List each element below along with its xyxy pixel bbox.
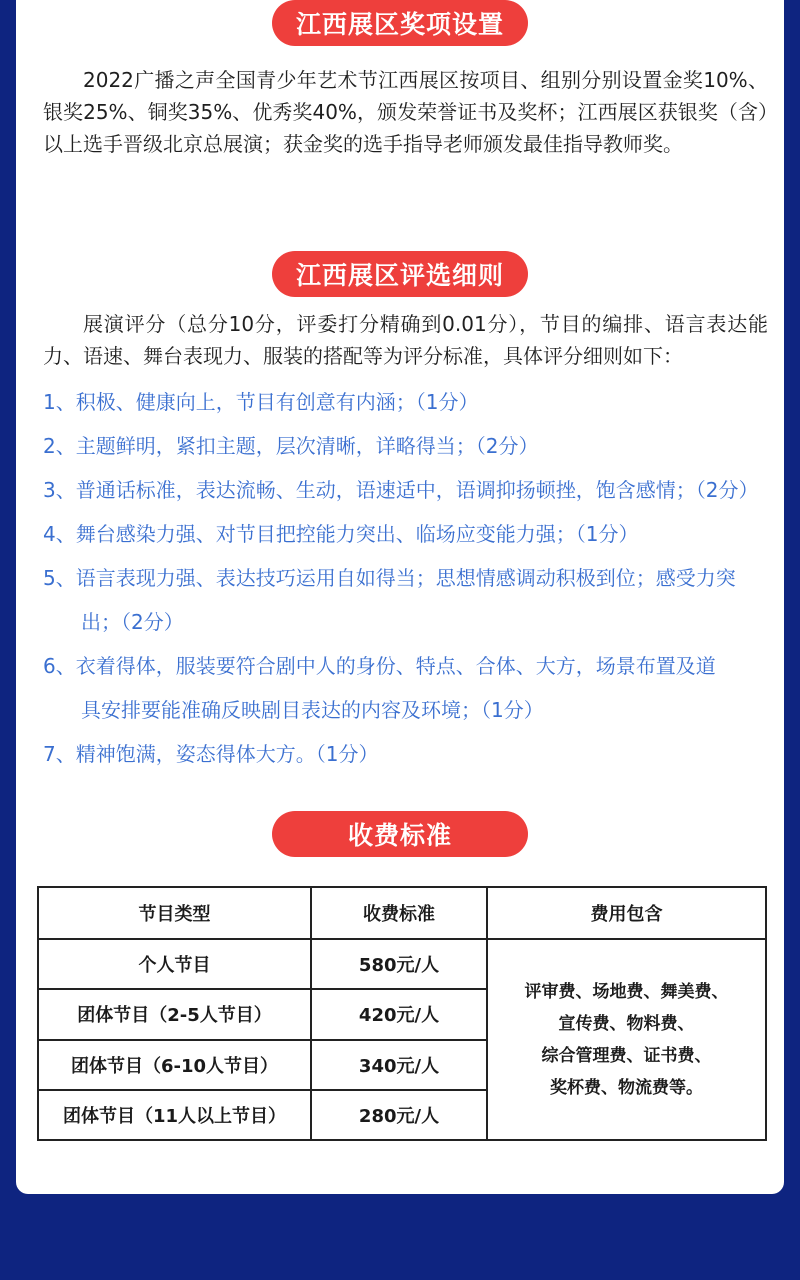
fee-includes-line: 宣传费、物料费、 [558,1013,695,1034]
program-type: 个人节目 [38,939,311,989]
rule-item-5 [43,564,793,637]
rules-section-title: 江西展区评选细则 [272,251,528,297]
rule-item-7: 7、精神饱满，姿态得体大方。（1分） [43,742,379,766]
rule-item-4: 4、舞台感染力强、对节目把控能力突出、临场应变能力强；（1分） [43,522,639,546]
fee-includes-line: 评审费、场地费、舞美费、 [524,981,729,1002]
fee-table-header-row [38,887,766,939]
program-type: 团体节目（11人以上节目） [38,1090,311,1140]
rule-item-2: 2、主题鲜明，紧扣主题，层次清晰，详略得当；（2分） [43,434,539,458]
fee-includes [487,939,766,1140]
rule-item-1: 1、积极、健康向上，节目有创意有内涵；（1分） [43,390,479,414]
fee-table [37,886,767,1141]
program-price: 580元/人 [311,939,487,989]
fee-includes-line: 奖杯费、物流费等。 [550,1077,703,1098]
program-type: 团体节目（6-10人节目） [38,1040,311,1090]
content-card [16,0,784,1194]
header-program-type: 节目类型 [38,887,311,939]
program-price: 420元/人 [311,989,487,1039]
program-price: 280元/人 [311,1090,487,1140]
awards-description: 2022广播之声全国青少年艺术节江西展区按项目、组别分别设置金奖10%、银奖25%、铜奖35%、优秀奖40%，颁发荣誉证书及奖杯；江西展区获银奖（含）以上选手晋级北京总展演；获金奖的选手指导老师颁发最佳指导教师奖。 [43,68,768,156]
program-price: 340元/人 [311,1040,487,1090]
rule-item-5-line2: 出；（2分） [81,610,184,634]
rule-item-3: 3、普通话标准，表达流畅、生动，语速适中，语调抑扬顿挫，饱含感情；（2分） [43,478,759,502]
rule-item-6 [43,652,793,725]
program-type: 团体节目（2-5人节目） [38,989,311,1039]
rules-list [43,388,793,784]
fee-includes-line: 综合管理费、证书费、 [541,1045,712,1066]
header-fee-standard: 收费标准 [311,887,487,939]
rules-intro: 展演评分（总分10分，评委打分精确到0.01分），节目的编排、语言表达能力、语速、舞台表现力、服装的搭配等为评分标准，具体评分细则如下： [43,312,768,368]
rule-item-5-line1: 5、语言表现力强、表达技巧运用自如得当；思想情感调动积极到位；感受力突 [43,566,736,590]
header-fee-includes: 费用包含 [487,887,766,939]
rule-item-6-line1: 6、衣着得体，服装要符合剧中人的身份、特点、合体、大方，场景布置及道 [43,654,716,678]
rule-item-6-line2: 具安排要能准确反映剧目表达的内容及环境；（1分） [81,698,544,722]
awards-section-title: 江西展区奖项设置 [272,0,528,46]
fees-section-title: 收费标准 [272,811,528,857]
table-row [38,939,766,989]
